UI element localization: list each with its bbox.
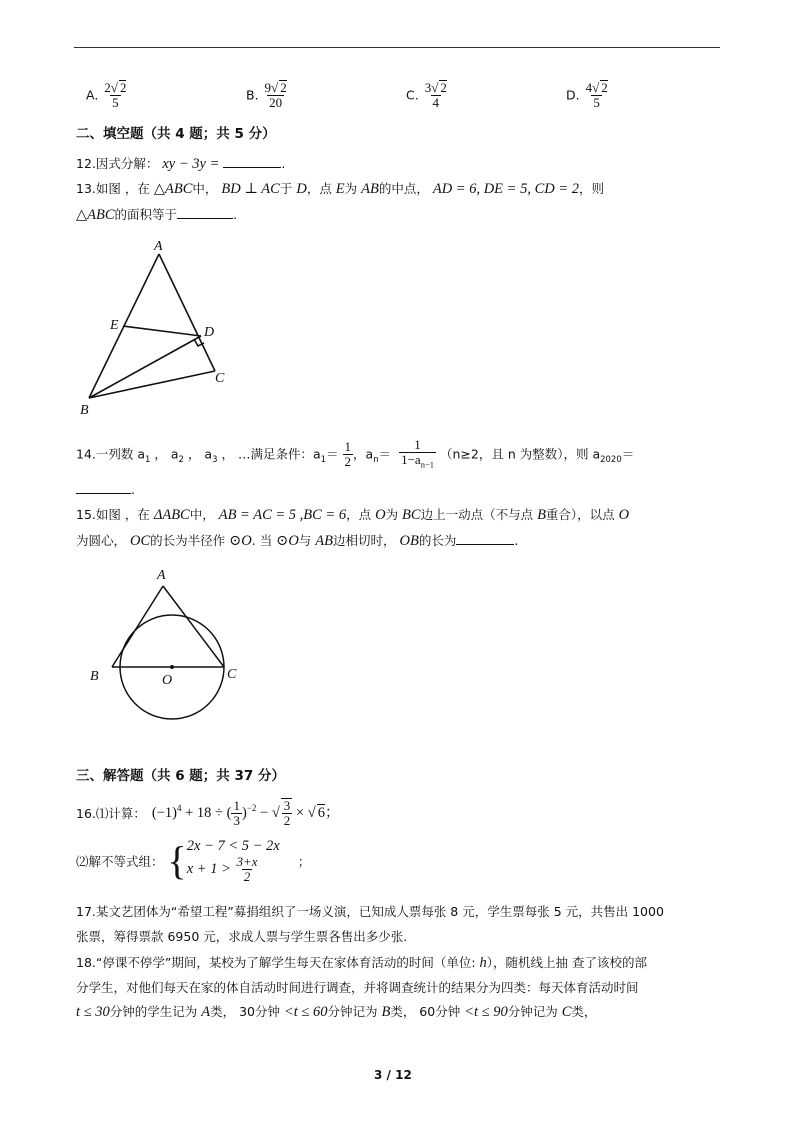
text: 的长为	[418, 533, 457, 548]
numerator: 1	[414, 437, 421, 452]
term: (−1)	[151, 804, 177, 821]
math: h	[479, 955, 487, 971]
radicand: 2	[440, 80, 447, 95]
text: 与	[298, 533, 316, 548]
math: ΔABC	[153, 507, 190, 523]
math: OB	[399, 533, 419, 549]
q15-answer-blank[interactable]	[456, 533, 514, 545]
option-fraction: $\frac{3√ 2}{4}$	[424, 80, 447, 110]
text: 15.如图 ，在	[76, 507, 154, 522]
label-d: D	[204, 325, 215, 340]
term: −	[256, 804, 272, 821]
math-e: E	[335, 181, 345, 197]
numerator: 3	[283, 798, 291, 813]
center-point-o	[170, 665, 174, 669]
question-18-line-2: 分学生，对他们每天在家的体自活动时间进行调查，并将调查统计的结果分为四类：每天体育活动时间	[76, 980, 639, 995]
question-13-line-2	[76, 205, 237, 224]
text: 类， 60分钟	[390, 1004, 465, 1019]
semicolon: ；	[297, 854, 311, 869]
exponent: −2	[246, 803, 257, 813]
option-d	[566, 80, 610, 110]
label-b: B	[90, 669, 99, 684]
text: ＝	[621, 446, 635, 462]
q13-answer-blank[interactable]	[177, 207, 233, 219]
text: 的长为半径作	[150, 533, 230, 548]
question-18-line-1	[76, 953, 647, 972]
label-e: E	[110, 318, 119, 333]
coef: 3	[424, 80, 432, 95]
text: 分钟的学生记为	[109, 1004, 202, 1019]
text: 类，	[571, 1004, 597, 1019]
question-16-part-2	[76, 838, 310, 884]
segment-bd	[89, 336, 201, 398]
text: ， …满足条件：a	[217, 446, 321, 462]
recurrence-fraction	[399, 438, 436, 472]
inequality-1: 2x − 7 < 5 − 2x	[186, 838, 280, 854]
radicand: 6	[317, 804, 325, 821]
text: 中，	[189, 507, 219, 522]
denominator: 2	[283, 813, 291, 828]
option-letter: D.	[566, 87, 580, 103]
question-12	[76, 154, 285, 173]
text: 16.⑴计算：	[76, 806, 146, 821]
subscript: n	[373, 454, 379, 465]
math: C	[561, 1004, 572, 1020]
three-halves	[282, 799, 293, 828]
segment-ac	[163, 586, 224, 667]
math: B	[537, 507, 546, 523]
term: ×	[292, 804, 308, 821]
expression: $(-1)^4 + 18$ ÷ ( $\frac{1}{3}$ )$^{-2}$ − √ $\frac{3}{2}$ × √ 6；	[151, 798, 340, 828]
denominator: 2	[243, 869, 251, 884]
period: .	[233, 207, 238, 222]
math: <t ≤ 90	[464, 1004, 508, 1020]
radicand: 2	[280, 80, 287, 95]
text: 为	[385, 507, 403, 522]
subscript: 2020	[600, 454, 622, 465]
half-fraction	[343, 440, 354, 469]
option-fraction: $\frac{2√ 2}{5}$	[104, 80, 127, 110]
q12-period: .	[281, 156, 286, 171]
numerator: 3+x	[236, 854, 258, 869]
text: （n≥2，且 n 为整数），则 a	[440, 446, 601, 462]
math-ab: AB	[361, 181, 379, 197]
option-letter: A.	[86, 87, 99, 103]
label-c: C	[227, 667, 237, 682]
question-14-line-1	[76, 438, 634, 472]
text: ），随机线上抽 查了该校的部	[486, 955, 648, 970]
system-brace: {	[167, 838, 187, 883]
coef: 9	[264, 80, 272, 95]
option-letter: C.	[406, 87, 419, 103]
coef: 2	[104, 80, 111, 95]
subscript: n−1	[420, 459, 434, 470]
option-a	[86, 80, 128, 110]
text: ， a	[183, 446, 213, 462]
subscript: 2	[178, 454, 184, 465]
text: 13.如图 ，在	[76, 181, 154, 196]
math: ⊙O	[276, 533, 299, 549]
label-a: A	[157, 568, 166, 583]
text: 边上一动点（不与点	[420, 507, 538, 522]
figure-13	[70, 232, 240, 422]
option-letter: B.	[246, 87, 259, 103]
radicand: 2	[601, 80, 608, 95]
numerator: 1	[344, 439, 352, 455]
question-15-line-1	[76, 505, 629, 524]
math: A	[201, 1004, 211, 1020]
text: ＝	[326, 446, 339, 462]
denominator: 5	[112, 95, 119, 110]
figure-15	[82, 562, 252, 737]
one-third	[231, 799, 242, 828]
exponent: 4	[176, 803, 182, 813]
text: ，点	[306, 181, 336, 196]
coef: 4	[585, 80, 593, 95]
question-14-line-2	[76, 482, 135, 497]
denominator: 4	[432, 95, 439, 110]
question-18-line-3	[76, 1002, 596, 1021]
math-triangle: △ABC	[76, 207, 115, 223]
option-c	[406, 80, 449, 110]
option-fraction: $\frac{9√ 2}{20}$	[264, 80, 287, 110]
math: AB	[315, 533, 333, 549]
text: ，a	[353, 446, 374, 462]
math-triangle: △ABC	[153, 181, 193, 197]
page-number: 3 / 12	[374, 1068, 412, 1082]
numerator: 1	[233, 798, 240, 813]
math-perp: BD ⊥ AC	[221, 181, 280, 197]
period: .	[131, 482, 135, 497]
text: 分钟记为	[507, 1004, 562, 1019]
inequality-system	[187, 838, 280, 884]
subscript: 1	[145, 454, 151, 465]
subscript: 3	[212, 454, 218, 465]
segment-ab	[112, 586, 163, 667]
section-2-heading: 二、填空题（共 4 题；共 5 分）	[76, 126, 276, 142]
math: ⊙O	[229, 533, 252, 549]
term: ；	[324, 804, 340, 821]
question-13-line-1	[76, 179, 604, 198]
text: 为圆心，	[76, 533, 130, 548]
text: 于	[279, 181, 297, 196]
denominator: 5	[593, 95, 600, 110]
math: B	[381, 1004, 391, 1020]
label-b: B	[80, 403, 89, 418]
text: 的中点，	[378, 181, 433, 196]
text: ⑵解不等式组：	[76, 854, 164, 869]
inequality-2	[187, 855, 280, 884]
text: 边相切时，	[333, 533, 400, 548]
subscript: 1	[320, 454, 327, 465]
math: t ≤ 30	[76, 1004, 110, 1020]
denominator: 20	[269, 95, 283, 110]
q14-answer-blank[interactable]	[76, 482, 131, 494]
option-fraction: $\frac{4√ 2}{5}$	[585, 80, 608, 110]
text: . 当	[251, 533, 277, 548]
den-text: 1−a	[401, 452, 421, 467]
denominator: 3	[233, 813, 240, 828]
q12-answer-blank[interactable]	[223, 156, 281, 168]
text: 分钟记为	[327, 1004, 382, 1019]
text: 14.一列数 a	[76, 446, 146, 462]
text: 的面积等于	[114, 207, 178, 222]
text: 为	[344, 181, 362, 196]
segment-ac	[159, 254, 215, 371]
text: ， a	[150, 446, 179, 462]
math-values: AD = 6, DE = 5, CD = 2	[432, 181, 579, 197]
fraction	[234, 855, 259, 884]
text: ＝	[378, 446, 392, 462]
denominator	[399, 452, 436, 472]
question-16-part-1	[76, 798, 339, 828]
math: O	[375, 507, 386, 523]
question-17-line-1: 17.某文艺团体为“希望工程”募捐组织了一场义演，已知成人票每张 8 元，学生票每张 5 元，共售出 1000	[76, 904, 664, 919]
term: + 18 ÷	[181, 804, 227, 821]
term: x + 1 >	[186, 860, 235, 877]
text: ，则	[579, 181, 605, 196]
denominator: 2	[344, 454, 352, 470]
segment-ed	[123, 326, 201, 336]
math-d: D	[296, 181, 307, 197]
math: OC	[129, 533, 151, 549]
q12-expression: xy − 3y =	[162, 156, 220, 172]
radicand: 2	[119, 80, 127, 95]
question-15-line-2	[76, 531, 518, 550]
q12-label: 12.因式分解：	[76, 156, 159, 171]
math: O	[618, 507, 630, 523]
option-b	[246, 80, 289, 110]
label-a: A	[154, 239, 163, 254]
text: 18.“停课不停学”期间，某校为了解学生每天在家体育活动的时间（单位:	[76, 955, 480, 970]
math: AB = AC = 5 ,BC = 6	[218, 507, 347, 523]
text: 类， 30分钟	[210, 1004, 284, 1019]
label-c: C	[215, 371, 225, 386]
section-3-heading: 三、解答题（共 6 题；共 37 分）	[76, 768, 285, 784]
question-17-line-2: 张票，筹得票款 6950 元，求成人票与学生票各售出多少张.	[76, 929, 408, 944]
label-o: O	[162, 673, 173, 688]
header-rule	[74, 47, 720, 48]
text: 重合），以点	[545, 507, 619, 522]
math: BC	[402, 507, 421, 523]
period: .	[514, 533, 519, 548]
text: ，点	[346, 507, 376, 522]
text: 中，	[192, 181, 222, 196]
math: <t ≤ 60	[283, 1004, 328, 1020]
segment-bc	[89, 371, 215, 398]
